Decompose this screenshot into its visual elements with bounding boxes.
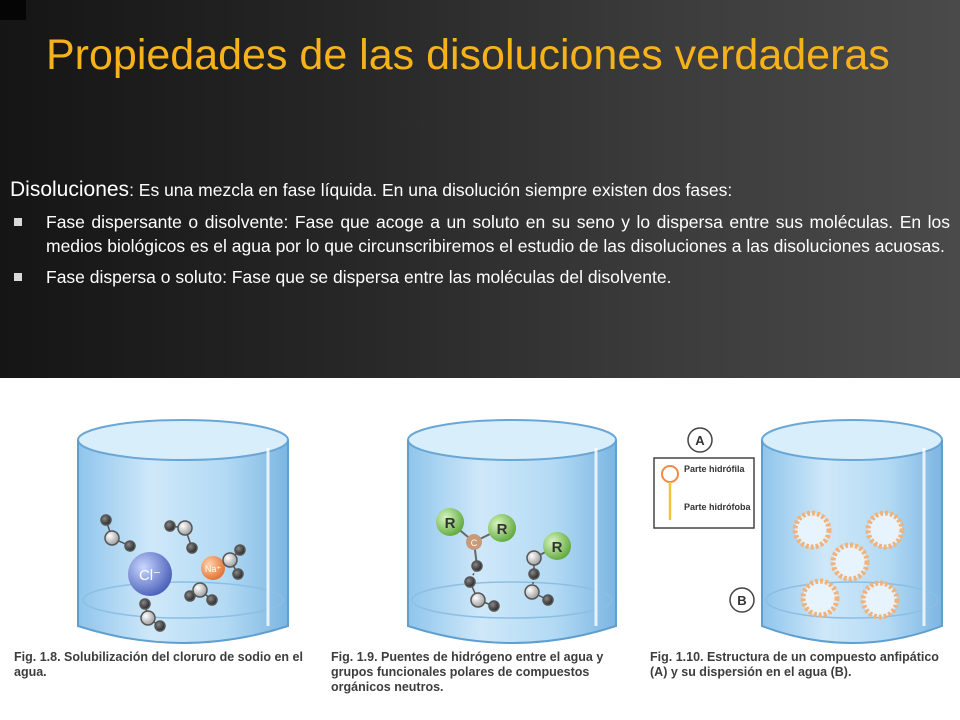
bullet-dispersante bbox=[10, 210, 950, 258]
caption-fig-1-9: Fig. 1.9. Puentes de hidrógeno entre el agua y grupos funcionales polares de compuestos orgánicos neutros. bbox=[331, 650, 604, 694]
intro-lead: Disoluciones bbox=[10, 178, 130, 201]
svg-text:R: R bbox=[444, 515, 456, 532]
svg-text:B: B bbox=[737, 593, 747, 608]
marker-a bbox=[688, 428, 712, 452]
svg-text:C: C bbox=[470, 538, 478, 548]
caption-fig-1-10: Fig. 1.10. Estructura de un compuesto anfipático (A) y su dispersión en el agua (B). bbox=[650, 650, 939, 679]
slide-title: Propiedades de las disoluciones verdaderas bbox=[46, 31, 890, 79]
group-r-2 bbox=[488, 514, 516, 542]
amphipathic-legend-box bbox=[654, 458, 754, 528]
corner-mark bbox=[0, 0, 26, 20]
svg-text:R: R bbox=[496, 521, 508, 538]
svg-text:Na⁺: Na⁺ bbox=[204, 564, 222, 574]
slide-body bbox=[10, 178, 950, 296]
caption-fig-1-8: Fig. 1.8. Solubilización del cloruro de sodio en el agua. bbox=[14, 650, 303, 679]
bullet-text: Fase dispersa o soluto: Fase que se dispersa entre las moléculas del disolvente. bbox=[46, 267, 672, 287]
chloride-ion bbox=[128, 552, 172, 596]
svg-text:A: A bbox=[695, 433, 705, 448]
carbon-atom bbox=[466, 534, 482, 550]
sodium-ion bbox=[201, 556, 225, 580]
svg-text:Parte hidrófila: Parte hidrófila bbox=[684, 464, 745, 474]
figure-panel bbox=[0, 378, 960, 720]
marker-b bbox=[730, 588, 754, 612]
bullet-square-icon bbox=[14, 273, 22, 281]
svg-text:Parte hidrófoba: Parte hidrófoba bbox=[684, 502, 751, 512]
bullet-text: Fase dispersante o disolvente: Fase que acoge a un soluto en su seno y lo dispersa entre sus moléculas. En los medios biológicos es el agua por lo que circunscribiremos el estudio de las disoluciones a las disoluciones acuosas. bbox=[46, 212, 950, 256]
beaker-3 bbox=[762, 420, 942, 643]
intro-text: : Es una mezcla en fase líquida. En una disolución siempre existen dos fases: bbox=[129, 180, 733, 200]
group-r-3 bbox=[543, 532, 571, 560]
svg-text:R: R bbox=[551, 539, 563, 556]
bullet-dispersa bbox=[10, 265, 950, 289]
bullet-square-icon bbox=[14, 218, 22, 226]
svg-text:Cl⁻: Cl⁻ bbox=[138, 567, 162, 584]
intro-paragraph bbox=[10, 178, 950, 202]
group-r-1 bbox=[436, 508, 464, 536]
